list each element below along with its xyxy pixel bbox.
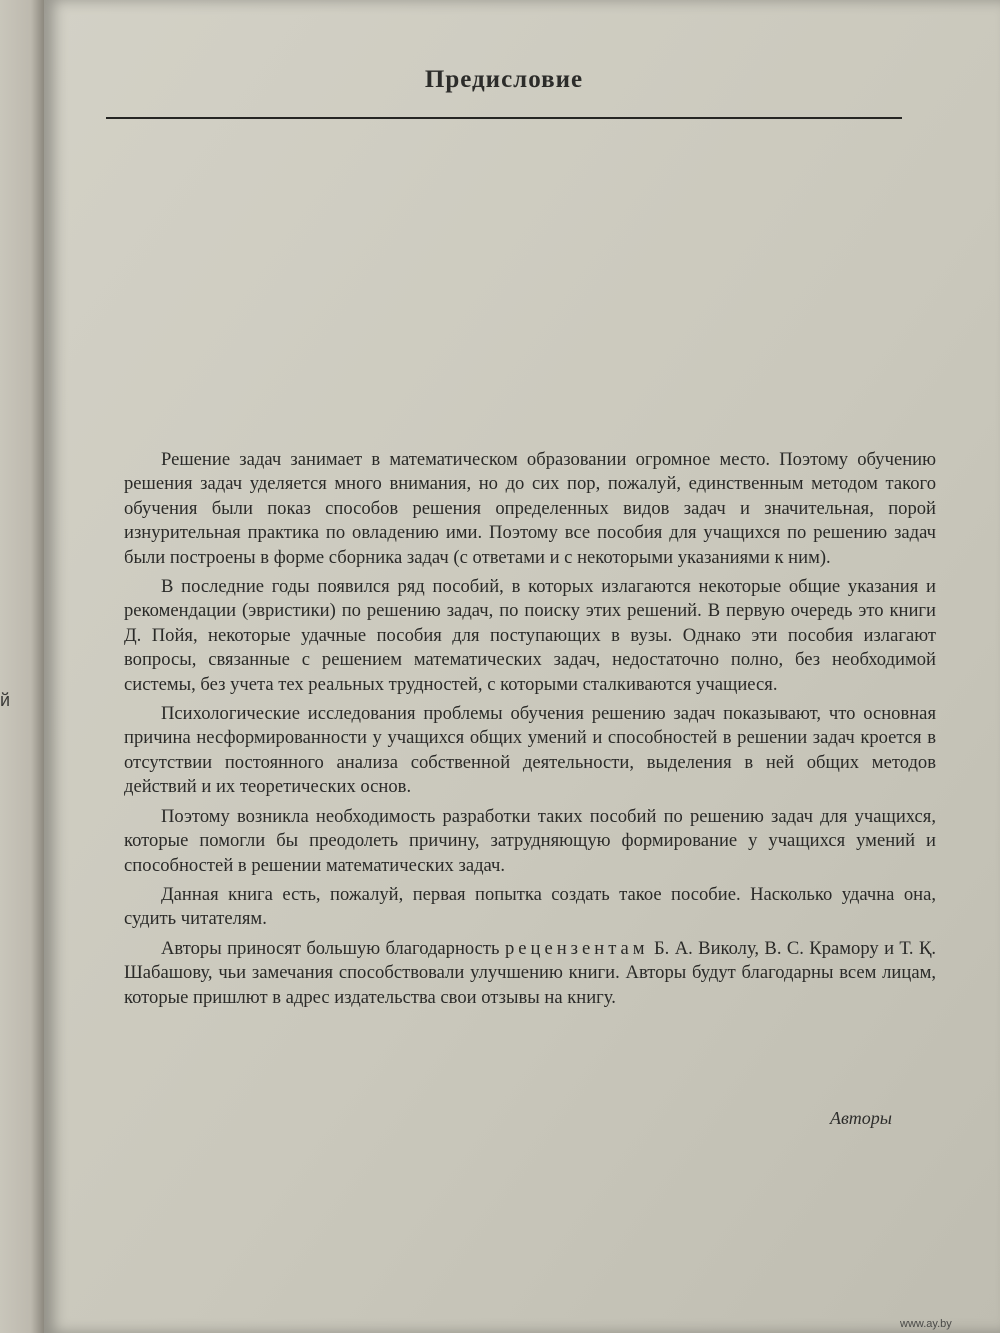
- paragraph-1: Решение задач занимает в математическом образовании огромное место. Поэтому обучению решения задач уделяется много внимания, но до сих пор, пожалуй, единственным методом такого обучения были показ способов решения определенных видов задач и значительная, порой изнурительная практика по овладению ими. Поэтому все пособия для учащихся по решению задач были построены в форме сборника задач (с ответами и с некоторыми указаниями к ним).: [124, 449, 936, 568]
- adjacent-page-edge: [0, 0, 44, 1333]
- paragraph-3: Психологические исследования проблемы обучения решению задач показывают, что основная причина несформированности у учащихся общих умений и способностей в решении задач кроется в отсутствии постоянного анализа собственной деятельности, выделения в ней общих методов действий и их теоретических основ.: [124, 703, 936, 798]
- paragraph-5: Данная книга есть, пожалуй, первая попытка создать такое пособие. Насколько удачна она, судить читателям.: [124, 883, 936, 930]
- adjacent-page-glyph: й: [0, 690, 11, 710]
- title-divider: [106, 117, 902, 119]
- ack-spaced-word: рецензентам: [504, 937, 649, 959]
- paragraph-4: Поэтому возникла необходимость разработки таких пособий по решению задач для учащихся, которые помогли бы преодолеть причину, затрудняющую формирование у учащихся умений и способностей в решении математических задач.: [124, 805, 936, 876]
- ack-text-after: Б. А. Виколу, В. С. Крамору и Т. Қ. Шабашову, чьи замечания способствовали улучшению книги. Авторы будут благодарны всем лицам, которые пришлют в адрес издательства свои отзывы на книгу.: [124, 937, 936, 1008]
- preface-body: [124, 448, 936, 1015]
- acknowledgement-paragraph: [124, 937, 936, 1010]
- signature-authors: Авторы: [830, 1108, 892, 1128]
- page-title: Предисловие: [424, 66, 584, 93]
- paragraph-2: В последние годы появился ряд пособий, в которых излагаются некоторые общие указания и рекомендации (эвристики) по решению задач, по поиску этих решений. В первую очередь это книги Д. Пойя, некоторые удачные пособия для поступающих в вузы. Однако эти пособия излагают вопросы, связанные с решением математических задач, недостаточно полно, без необходимой системы, без учета тех реальных трудностей, с которыми сталкиваются учащиеся.: [124, 576, 936, 695]
- ack-text-before: Авторы приносят большую благодарность: [161, 937, 500, 959]
- watermark: www.ay.by: [900, 1318, 952, 1330]
- book-page: [44, 0, 1000, 1333]
